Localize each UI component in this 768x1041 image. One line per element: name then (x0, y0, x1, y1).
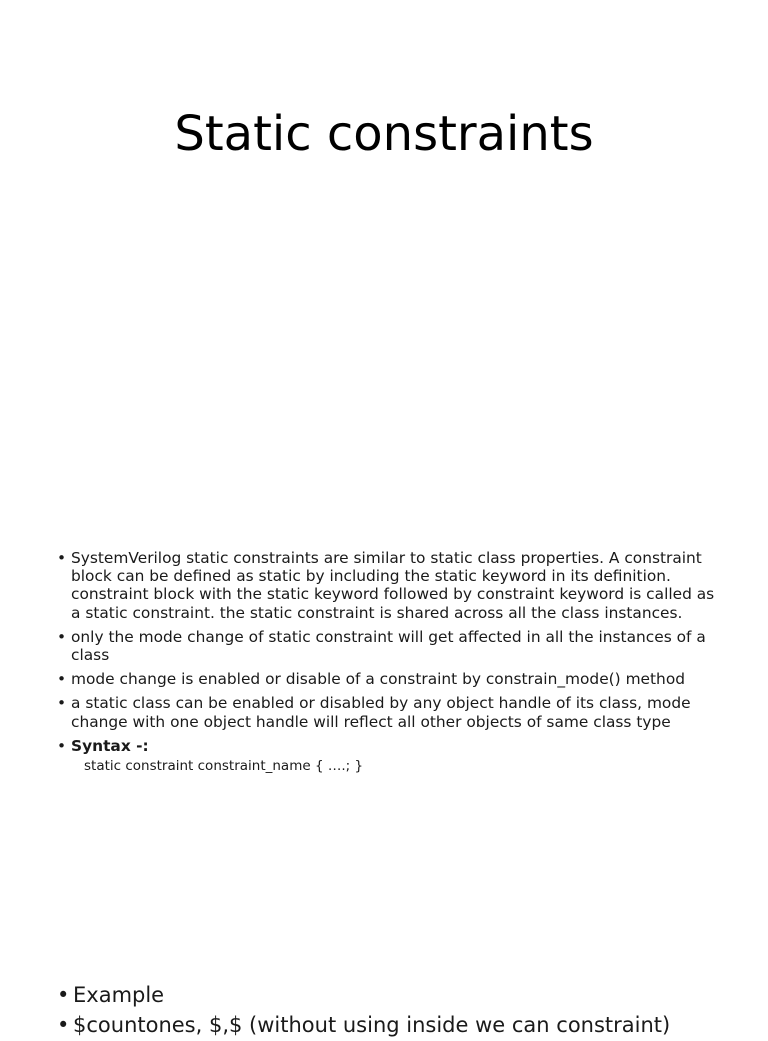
list-item (57, 694, 717, 730)
bullet-icon: • (57, 670, 67, 689)
list-item (57, 981, 757, 1009)
bullet-icon: • (57, 694, 67, 713)
bullet-text: a static class can be enabled or disabled by any object handle of its class, mode change with one object handle will reflect all other objects of same class type (71, 694, 691, 731)
bullet-text: mode change is enabled or disable of a constraint by constrain_mode() method (71, 670, 686, 689)
syntax-label: Syntax -: (71, 736, 149, 755)
bullet-text: $countones, $,$ (without using inside we can constraint) (73, 1013, 671, 1037)
slide-title: Static constraints (174, 106, 594, 162)
syntax-code: static constraint constraint_name { ….; } (84, 758, 364, 775)
bullet-icon: • (57, 736, 67, 755)
next-slide-bullet-list (57, 981, 757, 1041)
syntax-item (57, 737, 717, 775)
bullet-list (57, 549, 717, 781)
list-item (57, 628, 717, 664)
bullet-icon: • (57, 549, 67, 567)
list-item (57, 670, 717, 688)
bullet-icon: • (57, 627, 67, 646)
bullet-icon: • (57, 983, 70, 1007)
list-item (57, 1011, 757, 1039)
bullet-icon: • (57, 1013, 70, 1037)
list-item (57, 549, 717, 622)
bullet-text: Example (73, 983, 165, 1007)
bullet-text: SystemVerilog static constraints are similar to static class properties. A constraint block can be defined as static by including the static keyword in its definition. constraint block with the static keyword followed by constraint keyword is called as a static constraint. the static constraint is shared across all the class instances. (71, 549, 715, 622)
bullet-text: only the mode change of static constraint will get affected in all the instances of a class (71, 627, 706, 665)
